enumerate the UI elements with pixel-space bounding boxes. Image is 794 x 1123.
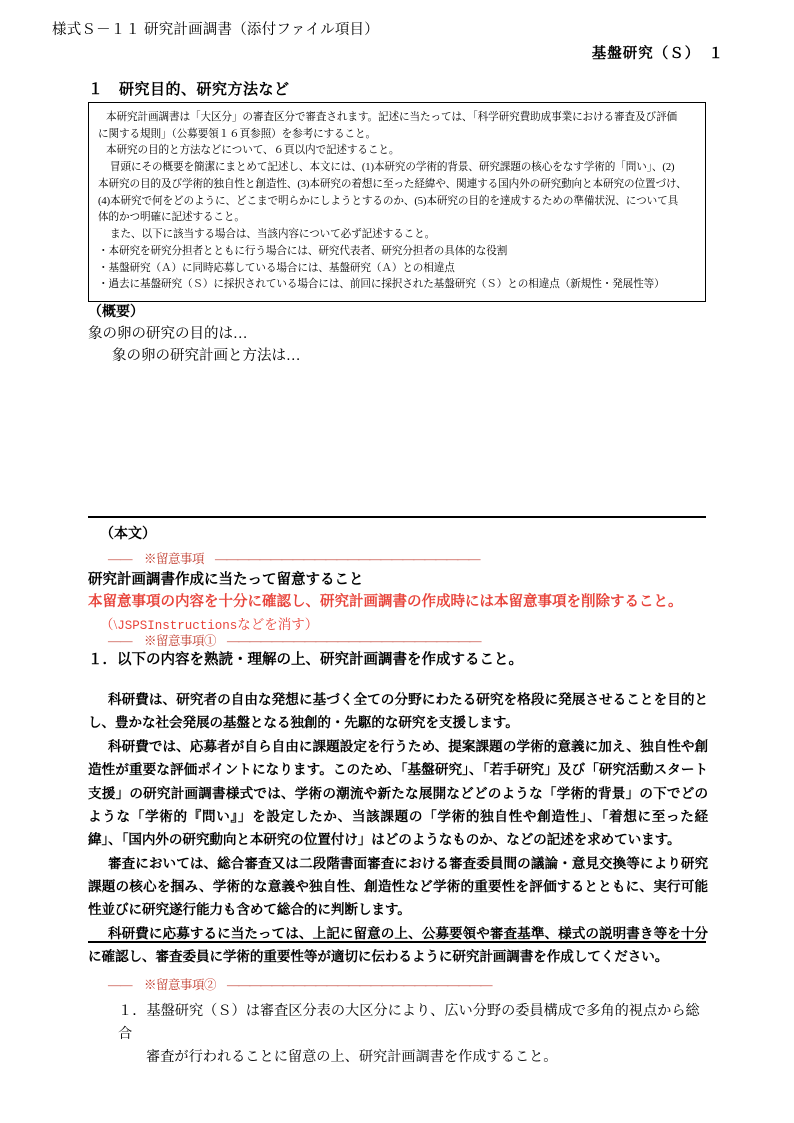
- body-heading: １．以下の内容を熟読・理解の上、研究計画調書を作成すること。: [88, 652, 523, 668]
- body-paragraph: 科研費は、研究者の自由な発想に基づく全ての分野にわたる研究を格段に発展させることを目的とし、豊かな社会発展の基盤となる独創的・先駆的な研究を支援します。: [88, 692, 708, 731]
- final-note-line-2: 審査が行われることに留意の上、研究計画調書を作成すること。: [146, 1049, 558, 1065]
- instruction-line: 本研究の目的と方法などについて、６頁以内で記述すること。: [106, 145, 400, 157]
- main-text-label: （本文）: [100, 527, 156, 542]
- summary-label: （概要）: [88, 305, 144, 320]
- instruction-box: [88, 102, 706, 302]
- section-heading: １ 研究目的、研究方法など: [88, 82, 290, 98]
- instruction-line: に関する規則」（公募要領１６頁参照）を参考にすること。: [98, 128, 377, 140]
- note-separator-label: ※留意事項①: [144, 634, 217, 648]
- note-separator-dash-lead: ――: [108, 552, 145, 566]
- note-separator-1: [108, 549, 479, 567]
- instruction-line: ・基盤研究（Ａ）に同時応募している場合には、基盤研究（Ａ）との相違点: [98, 262, 455, 274]
- divider-top: [88, 516, 706, 518]
- note-separator-3: [108, 975, 491, 993]
- note-separator-dash-trail: ――――――――――――――――――――――――: [216, 978, 492, 992]
- body-paragraph: 審査においては、総合審査又は二段階書面審査における審査委員間の議論・意見交換等により研究課題の核心を掴み、学術的な意義や独自性、創造性など学術的重要性を評価するとともに、実行可能性並びに研究遂行能力も含めて総合的に判断します。: [88, 855, 708, 918]
- summary-line-1: 象の卵の研究の目的は…: [88, 326, 248, 342]
- note-separator-dash-trail: ――――――――――――――――――――――――: [204, 552, 480, 566]
- note-separator-dash-lead: ――: [108, 978, 145, 992]
- note-separator-dash-lead: ――: [108, 634, 145, 648]
- summary-line-2: 象の卵の研究計画と方法は…: [112, 348, 301, 364]
- note-separator-2: [108, 631, 480, 649]
- form-title: 様式Ｓ－１１ 研究計画調書（添付ファイル項目）: [52, 22, 379, 38]
- warning-heading: 研究計画調書作成に当たって留意すること: [88, 572, 364, 588]
- final-note-item: [118, 1000, 708, 1069]
- instruction-line: 体的かつ明確に記述すること。: [98, 212, 245, 224]
- warning-command-note: [100, 613, 318, 633]
- instruction-line: 冒頭にその概要を簡潔にまとめて記述し、本文には、(1)本研究の学術的背景、研究課題の核心をなす学術的「問い」、(2): [110, 162, 675, 174]
- instruction-line: ・本研究を研究分担者とともに行う場合には、研究代表者、研究分担者の具体的な役割: [98, 245, 508, 257]
- warning-command-suffix: などを消す）: [237, 617, 319, 632]
- body-paragraph: 科研費では、応募者が自ら自由に課題設定を行うため、提案課題の学術的意義に加え、独自性や創造性が重要な評価ポイントになります。このため、「基盤研究」、「若手研究」及び「研究活動スタート支援」の研究計画調書様式では、学術の潮流や新たな展開などどのような「学術的背景」の下でどのような「学術的『問い』」を設定したか、当該課題の「学術的独自性や創造性」、「着想に至った経緯」、「国内外の研究動向と本研究の位置付け」はどのようなものか、などの記述を求めています。: [88, 738, 708, 848]
- note-separator-label: ※留意事項②: [144, 978, 217, 992]
- instruction-line: ・過去に基盤研究（Ｓ）に採択されている場合には、前回に採択された基盤研究（Ｓ）との相違点（新規性・発展性等）: [98, 279, 665, 291]
- divider-bottom: [88, 941, 706, 943]
- warning-command-name: JSPSInstructions: [117, 619, 238, 633]
- instruction-line: 本研究計画調書は「大区分」の審査区分で審査されます。記述に当たっては、「科学研究費助成事業における審査及び評価: [106, 112, 678, 123]
- warning-command-prefix: （\: [100, 617, 118, 632]
- body-paragraphs: [88, 688, 708, 969]
- instruction-line: (4)本研究で何をどのように、どこまで明らかにしようとするのか、(5)本研究の目的を達成するための準備状況、について具: [98, 195, 679, 207]
- final-note-line-1: １．基盤研究（Ｓ）は審査区分表の大区分により、広い分野の委員構成で多角的視点から総合: [118, 1003, 700, 1042]
- note-separator-label: ※留意事項: [144, 552, 205, 566]
- body-paragraph: 科研費に応募するに当たっては、上記に留意の上、公募要領や審査基準、様式の説明書き等を十分に確認し、審査委員に学術的重要性等が適切に伝わるように研究計画調書を作成してください。: [88, 925, 708, 965]
- warning-red-text: 本留意事項の内容を十分に確認し、研究計画調書の作成時には本留意事項を削除すること。: [88, 594, 683, 610]
- instruction-line: 本研究の目的及び学術的独自性と創造性、(3)本研究の着想に至った経緯や、関連する国内外の研究動向と本研究の位置づけ、: [98, 178, 687, 190]
- research-category: 基盤研究（Ｓ） １: [591, 46, 724, 62]
- note-separator-dash-trail: ―――――――――――――――――――――――: [216, 634, 481, 648]
- instruction-line: また、以下に該当する場合は、当該内容について必ず記述すること。: [110, 229, 436, 241]
